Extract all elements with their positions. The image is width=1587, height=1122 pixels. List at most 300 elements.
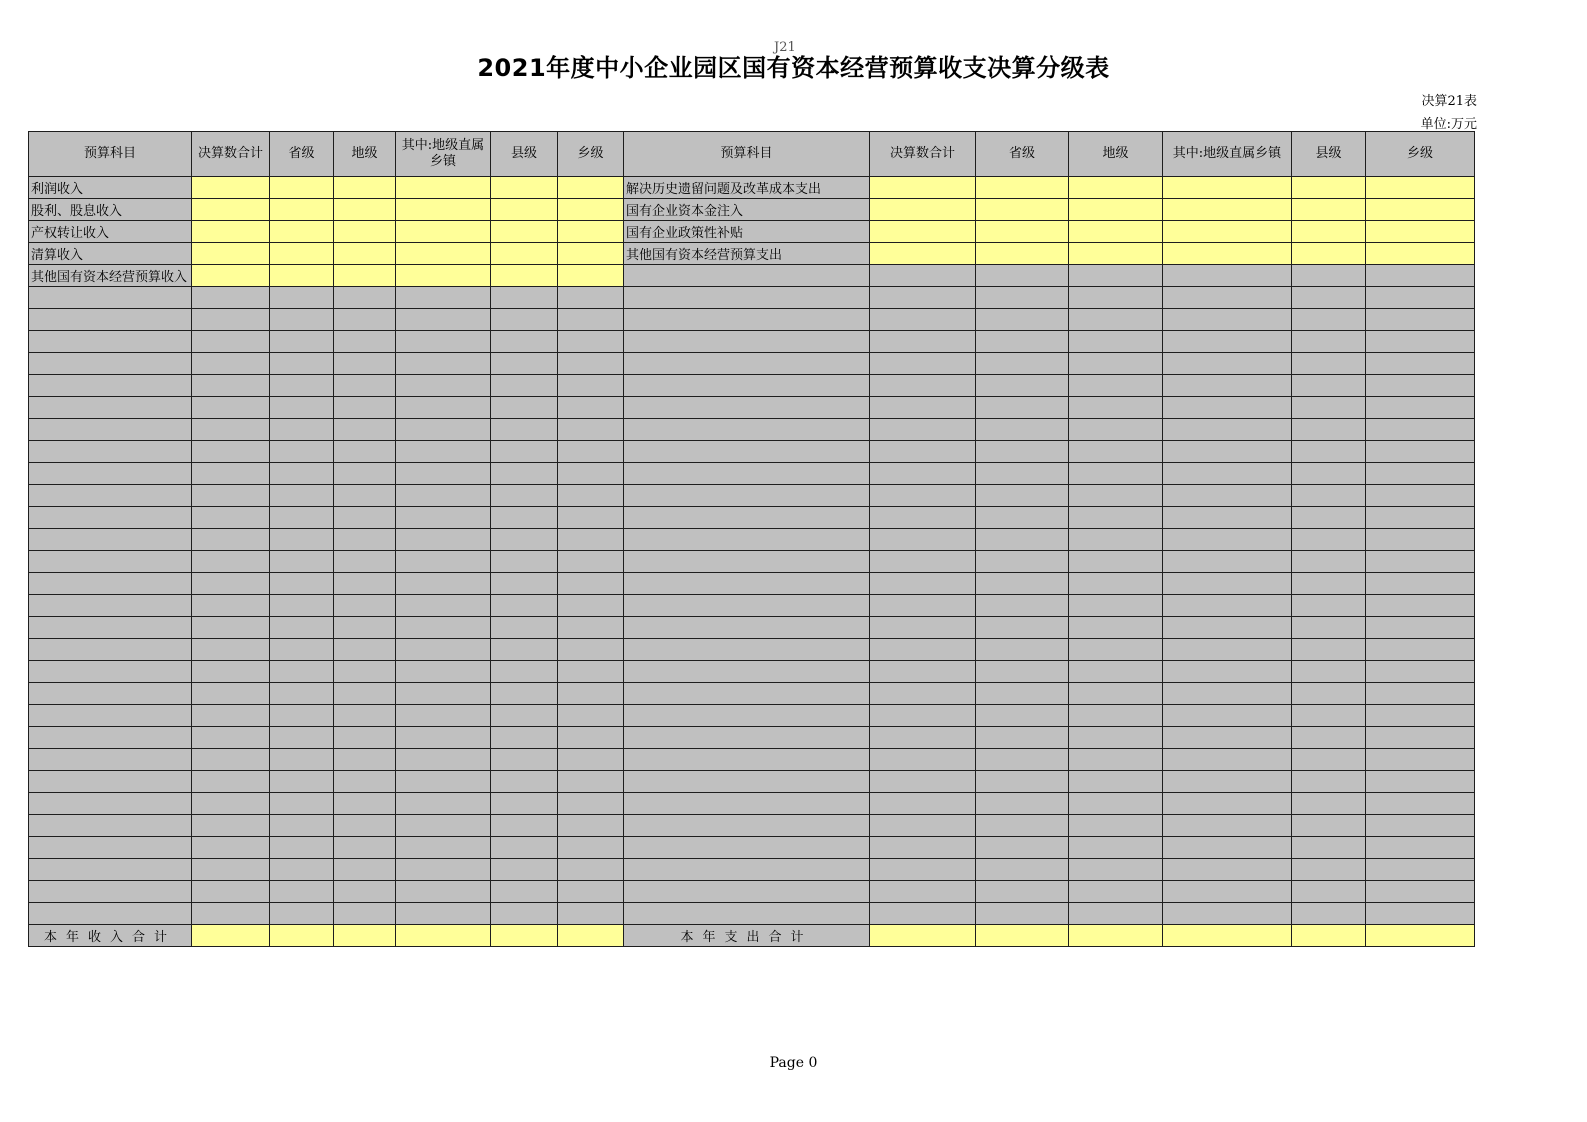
expense-value-cell — [1163, 485, 1292, 507]
expense-value-cell — [1069, 441, 1163, 463]
income-value-cell — [558, 749, 624, 771]
table-row — [29, 397, 1475, 419]
expense-value-cell — [1292, 309, 1366, 331]
total-income-cell[interactable] — [270, 925, 334, 947]
expense-value-cell — [870, 771, 976, 793]
income-value-cell — [192, 793, 270, 815]
expense-value-cell — [1366, 727, 1475, 749]
expense-value-cell[interactable] — [1292, 221, 1366, 243]
expense-value-cell — [1366, 705, 1475, 727]
table-row — [29, 771, 1475, 793]
income-value-cell — [491, 859, 558, 881]
income-value-cell — [192, 661, 270, 683]
expense-value-cell — [1292, 485, 1366, 507]
expense-value-cell — [870, 683, 976, 705]
expense-value-cell — [976, 771, 1069, 793]
expense-value-cell — [976, 441, 1069, 463]
income-value-cell[interactable] — [396, 221, 491, 243]
expense-value-cell[interactable] — [1069, 221, 1163, 243]
income-value-cell — [491, 727, 558, 749]
expense-value-cell — [870, 573, 976, 595]
total-expense-cell[interactable] — [1366, 925, 1475, 947]
expense-value-cell — [870, 595, 976, 617]
table-row — [29, 331, 1475, 353]
income-value-cell — [491, 507, 558, 529]
income-value-cell — [396, 463, 491, 485]
total-income-cell[interactable] — [334, 925, 396, 947]
expense-value-cell[interactable] — [870, 221, 976, 243]
expense-item-label — [624, 859, 870, 881]
income-item-label — [29, 881, 192, 903]
expense-item-label — [624, 661, 870, 683]
expense-value-cell[interactable] — [1069, 177, 1163, 199]
expense-value-cell — [1292, 661, 1366, 683]
expense-value-cell — [870, 397, 976, 419]
expense-value-cell[interactable] — [1366, 221, 1475, 243]
expense-value-cell — [1366, 331, 1475, 353]
income-item-label — [29, 639, 192, 661]
table-row — [29, 727, 1475, 749]
total-expense-cell[interactable] — [976, 925, 1069, 947]
expense-item-label — [624, 507, 870, 529]
total-income-label: 本年收入合计 — [29, 925, 192, 947]
income-value-cell — [491, 375, 558, 397]
expense-item-label — [624, 903, 870, 925]
income-value-cell — [491, 661, 558, 683]
income-value-cell — [396, 705, 491, 727]
income-value-cell — [270, 837, 334, 859]
income-value-cell — [396, 639, 491, 661]
expense-value-cell — [1069, 265, 1163, 287]
expense-value-cell — [976, 375, 1069, 397]
header-cell: 决算数合计 — [192, 132, 270, 177]
expense-value-cell — [1366, 265, 1475, 287]
header-cell: 县级 — [491, 132, 558, 177]
income-item-label — [29, 617, 192, 639]
expense-value-cell — [1292, 529, 1366, 551]
income-value-cell — [558, 881, 624, 903]
income-value-cell — [491, 551, 558, 573]
expense-value-cell — [870, 419, 976, 441]
expense-value-cell — [976, 595, 1069, 617]
income-value-cell[interactable] — [334, 177, 396, 199]
expense-value-cell — [976, 463, 1069, 485]
income-value-cell — [396, 507, 491, 529]
income-value-cell[interactable] — [396, 265, 491, 287]
income-value-cell — [558, 595, 624, 617]
expense-value-cell — [1163, 375, 1292, 397]
expense-value-cell — [1069, 485, 1163, 507]
income-value-cell — [270, 441, 334, 463]
expense-value-cell — [976, 815, 1069, 837]
income-value-cell — [396, 485, 491, 507]
table-row — [29, 485, 1475, 507]
table-row — [29, 551, 1475, 573]
income-value-cell — [396, 749, 491, 771]
income-value-cell — [334, 595, 396, 617]
table-row — [29, 837, 1475, 859]
expense-value-cell — [1163, 419, 1292, 441]
income-value-cell[interactable] — [270, 177, 334, 199]
income-value-cell — [334, 859, 396, 881]
table-row — [29, 903, 1475, 925]
expense-value-cell — [1069, 727, 1163, 749]
total-expense-cell[interactable] — [870, 925, 976, 947]
expense-value-cell — [976, 661, 1069, 683]
income-value-cell — [491, 881, 558, 903]
expense-value-cell — [1163, 617, 1292, 639]
expense-value-cell — [1292, 551, 1366, 573]
income-value-cell — [558, 683, 624, 705]
income-value-cell[interactable] — [334, 221, 396, 243]
expense-value-cell — [1069, 507, 1163, 529]
expense-value-cell — [870, 309, 976, 331]
income-value-cell — [491, 793, 558, 815]
income-value-cell — [396, 331, 491, 353]
income-value-cell[interactable] — [192, 265, 270, 287]
expense-value-cell — [870, 859, 976, 881]
expense-value-cell[interactable] — [976, 177, 1069, 199]
income-value-cell — [270, 529, 334, 551]
income-value-cell — [558, 573, 624, 595]
total-expense-cell[interactable] — [1163, 925, 1292, 947]
income-value-cell — [396, 617, 491, 639]
expense-value-cell — [870, 265, 976, 287]
income-value-cell[interactable] — [334, 265, 396, 287]
income-value-cell — [270, 793, 334, 815]
income-value-cell — [396, 859, 491, 881]
expense-value-cell[interactable] — [976, 243, 1069, 265]
income-value-cell[interactable] — [192, 221, 270, 243]
header-row — [29, 132, 1475, 177]
income-item-label — [29, 375, 192, 397]
expense-value-cell — [1163, 705, 1292, 727]
income-item-label — [29, 705, 192, 727]
table-row — [29, 881, 1475, 903]
income-value-cell — [396, 573, 491, 595]
expense-item-label: 国有企业政策性补贴 — [624, 221, 870, 243]
expense-value-cell — [870, 529, 976, 551]
income-value-cell[interactable] — [192, 199, 270, 221]
total-income-cell[interactable] — [192, 925, 270, 947]
expense-value-cell — [976, 419, 1069, 441]
expense-value-cell — [1366, 859, 1475, 881]
total-expense-cell[interactable] — [1069, 925, 1163, 947]
income-value-cell — [396, 397, 491, 419]
income-value-cell — [192, 815, 270, 837]
expense-item-label — [624, 683, 870, 705]
expense-value-cell[interactable] — [1366, 199, 1475, 221]
expense-value-cell — [1366, 595, 1475, 617]
expense-value-cell — [1292, 595, 1366, 617]
income-value-cell — [192, 727, 270, 749]
expense-value-cell — [1163, 683, 1292, 705]
expense-value-cell — [1366, 529, 1475, 551]
expense-value-cell[interactable] — [1163, 243, 1292, 265]
expense-item-label — [624, 397, 870, 419]
expense-value-cell — [1366, 551, 1475, 573]
income-item-label — [29, 595, 192, 617]
expense-value-cell — [870, 485, 976, 507]
expense-value-cell — [1292, 375, 1366, 397]
header-cell: 县级 — [1292, 132, 1366, 177]
income-value-cell[interactable] — [491, 177, 558, 199]
income-value-cell — [558, 793, 624, 815]
income-value-cell — [558, 397, 624, 419]
expense-value-cell — [1292, 683, 1366, 705]
expense-item-label — [624, 573, 870, 595]
total-income-cell[interactable] — [491, 925, 558, 947]
income-value-cell — [558, 441, 624, 463]
income-value-cell[interactable] — [270, 243, 334, 265]
expense-value-cell[interactable] — [1163, 221, 1292, 243]
income-value-cell[interactable] — [270, 265, 334, 287]
income-value-cell[interactable] — [558, 221, 624, 243]
expense-value-cell — [1163, 507, 1292, 529]
expense-value-cell — [870, 551, 976, 573]
expense-value-cell — [1366, 287, 1475, 309]
expense-value-cell[interactable] — [976, 221, 1069, 243]
expense-value-cell — [1292, 815, 1366, 837]
header-cell: 其中:地级直属乡镇 — [396, 132, 491, 177]
expense-item-label — [624, 595, 870, 617]
total-income-cell[interactable] — [558, 925, 624, 947]
expense-value-cell — [1069, 573, 1163, 595]
income-value-cell — [192, 353, 270, 375]
income-value-cell — [270, 705, 334, 727]
income-value-cell — [270, 397, 334, 419]
income-item-label — [29, 287, 192, 309]
total-expense-cell[interactable] — [1292, 925, 1366, 947]
total-income-cell[interactable] — [396, 925, 491, 947]
expense-value-cell — [1163, 463, 1292, 485]
expense-value-cell — [1292, 639, 1366, 661]
income-value-cell — [491, 705, 558, 727]
expense-value-cell — [1366, 617, 1475, 639]
income-value-cell[interactable] — [192, 243, 270, 265]
income-value-cell[interactable] — [491, 265, 558, 287]
income-value-cell — [558, 903, 624, 925]
expense-value-cell[interactable] — [976, 199, 1069, 221]
income-value-cell[interactable] — [334, 243, 396, 265]
income-value-cell[interactable] — [396, 177, 491, 199]
expense-value-cell[interactable] — [1163, 177, 1292, 199]
expense-value-cell[interactable] — [870, 199, 976, 221]
income-value-cell — [192, 617, 270, 639]
income-value-cell[interactable] — [334, 199, 396, 221]
expense-value-cell — [1366, 397, 1475, 419]
income-value-cell — [334, 309, 396, 331]
income-value-cell — [192, 397, 270, 419]
income-value-cell — [558, 815, 624, 837]
header-cell: 乡级 — [558, 132, 624, 177]
income-value-cell — [192, 375, 270, 397]
expense-value-cell — [870, 837, 976, 859]
income-value-cell[interactable] — [396, 199, 491, 221]
income-value-cell — [396, 793, 491, 815]
income-value-cell[interactable] — [491, 243, 558, 265]
expense-value-cell — [1292, 617, 1366, 639]
expense-value-cell — [1069, 661, 1163, 683]
expense-item-label — [624, 837, 870, 859]
expense-value-cell — [976, 683, 1069, 705]
expense-item-label — [624, 463, 870, 485]
expense-value-cell — [870, 331, 976, 353]
income-value-cell — [270, 463, 334, 485]
expense-value-cell[interactable] — [1292, 199, 1366, 221]
income-value-cell — [491, 287, 558, 309]
income-value-cell — [491, 331, 558, 353]
income-value-cell — [334, 375, 396, 397]
income-value-cell — [334, 793, 396, 815]
expense-value-cell[interactable] — [1163, 199, 1292, 221]
expense-value-cell[interactable] — [1366, 243, 1475, 265]
income-item-label — [29, 683, 192, 705]
expense-value-cell — [1292, 419, 1366, 441]
expense-value-cell — [1069, 331, 1163, 353]
table-row — [29, 177, 1475, 199]
header-cell: 预算科目 — [624, 132, 870, 177]
expense-value-cell — [976, 529, 1069, 551]
income-value-cell[interactable] — [270, 221, 334, 243]
expense-value-cell — [1069, 595, 1163, 617]
income-item-label — [29, 419, 192, 441]
table-row — [29, 309, 1475, 331]
expense-value-cell — [976, 309, 1069, 331]
expense-value-cell — [1366, 353, 1475, 375]
expense-item-label — [624, 441, 870, 463]
expense-value-cell — [1366, 793, 1475, 815]
expense-value-cell — [1069, 463, 1163, 485]
income-value-cell[interactable] — [558, 265, 624, 287]
expense-value-cell — [1163, 727, 1292, 749]
income-value-cell[interactable] — [491, 221, 558, 243]
expense-value-cell — [976, 353, 1069, 375]
expense-value-cell — [1069, 705, 1163, 727]
income-value-cell — [491, 529, 558, 551]
budget-table — [28, 131, 1475, 947]
expense-value-cell — [1069, 793, 1163, 815]
expense-value-cell — [976, 551, 1069, 573]
expense-value-cell[interactable] — [1069, 199, 1163, 221]
expense-value-cell — [1366, 749, 1475, 771]
expense-value-cell — [976, 397, 1069, 419]
income-value-cell — [192, 485, 270, 507]
table-row — [29, 265, 1475, 287]
expense-item-label — [624, 287, 870, 309]
income-value-cell[interactable] — [558, 177, 624, 199]
expense-value-cell — [1069, 287, 1163, 309]
income-value-cell — [491, 815, 558, 837]
income-value-cell — [270, 507, 334, 529]
expense-value-cell — [1163, 529, 1292, 551]
income-value-cell — [334, 683, 396, 705]
expense-value-cell[interactable] — [870, 243, 976, 265]
income-item-label — [29, 441, 192, 463]
expense-item-label — [624, 705, 870, 727]
expense-value-cell — [1366, 661, 1475, 683]
income-value-cell — [491, 397, 558, 419]
income-value-cell — [558, 375, 624, 397]
income-value-cell — [558, 771, 624, 793]
income-value-cell — [192, 903, 270, 925]
table-row — [29, 859, 1475, 881]
expense-value-cell — [870, 441, 976, 463]
income-value-cell — [558, 837, 624, 859]
header-cell: 省级 — [976, 132, 1069, 177]
expense-value-cell — [1366, 441, 1475, 463]
table-row — [29, 221, 1475, 243]
expense-value-cell — [1292, 353, 1366, 375]
expense-value-cell[interactable] — [1292, 177, 1366, 199]
expense-value-cell — [870, 353, 976, 375]
income-value-cell — [558, 705, 624, 727]
income-value-cell — [192, 595, 270, 617]
expense-value-cell — [1366, 309, 1475, 331]
income-value-cell[interactable] — [491, 199, 558, 221]
income-value-cell — [334, 815, 396, 837]
expense-value-cell — [1366, 507, 1475, 529]
income-value-cell — [558, 331, 624, 353]
income-value-cell — [270, 595, 334, 617]
expense-item-label — [624, 551, 870, 573]
expense-value-cell — [1069, 859, 1163, 881]
income-value-cell — [192, 573, 270, 595]
income-item-label: 其他国有资本经营预算收入 — [29, 265, 192, 287]
income-value-cell — [192, 639, 270, 661]
income-item-label — [29, 859, 192, 881]
income-value-cell — [558, 485, 624, 507]
expense-value-cell[interactable] — [1292, 243, 1366, 265]
expense-value-cell[interactable] — [1069, 243, 1163, 265]
income-value-cell[interactable] — [270, 199, 334, 221]
income-value-cell — [270, 683, 334, 705]
expense-value-cell — [976, 287, 1069, 309]
income-item-label — [29, 661, 192, 683]
expense-value-cell — [1069, 397, 1163, 419]
income-value-cell — [396, 903, 491, 925]
expense-value-cell — [976, 859, 1069, 881]
expense-value-cell — [1163, 265, 1292, 287]
table-row — [29, 705, 1475, 727]
expense-value-cell[interactable] — [870, 177, 976, 199]
expense-value-cell — [1069, 353, 1163, 375]
table-row — [29, 441, 1475, 463]
income-value-cell — [192, 331, 270, 353]
income-item-label — [29, 771, 192, 793]
expense-value-cell — [1366, 375, 1475, 397]
income-value-cell — [270, 859, 334, 881]
unit-label: 单位:万元 — [1420, 117, 1477, 132]
expense-value-cell — [1366, 815, 1475, 837]
income-value-cell[interactable] — [558, 243, 624, 265]
expense-value-cell — [1069, 837, 1163, 859]
expense-value-cell[interactable] — [1366, 177, 1475, 199]
expense-item-label — [624, 793, 870, 815]
expense-value-cell — [1292, 441, 1366, 463]
income-value-cell — [558, 287, 624, 309]
table-row — [29, 353, 1475, 375]
income-value-cell[interactable] — [396, 243, 491, 265]
expense-value-cell — [1069, 771, 1163, 793]
income-item-label — [29, 551, 192, 573]
income-value-cell — [558, 353, 624, 375]
income-value-cell[interactable] — [558, 199, 624, 221]
income-value-cell — [192, 859, 270, 881]
table-row — [29, 463, 1475, 485]
income-item-label — [29, 793, 192, 815]
income-value-cell[interactable] — [192, 177, 270, 199]
